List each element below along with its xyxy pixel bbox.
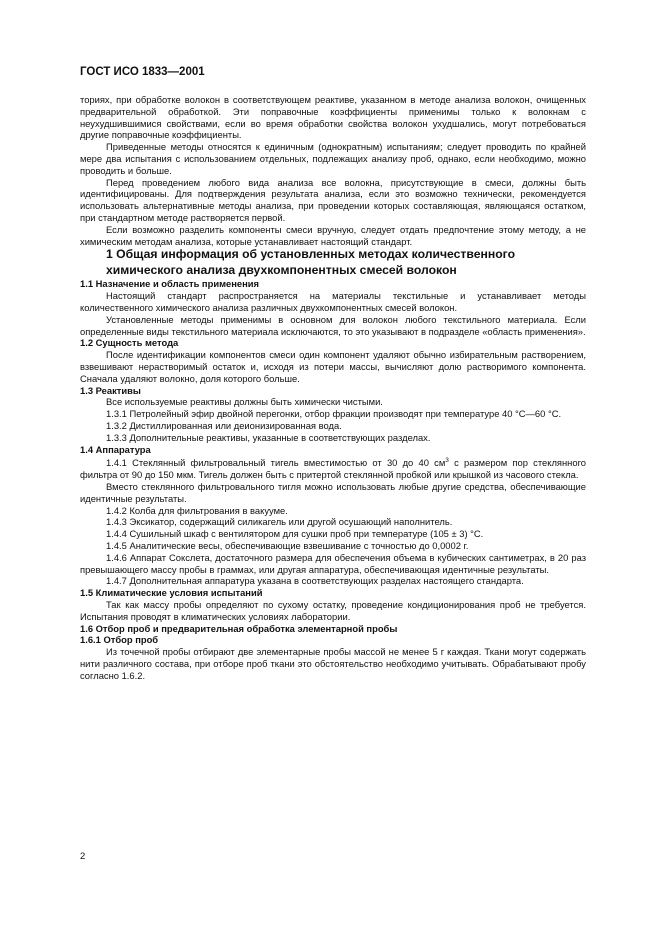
subsection-heading: 1.1 Назначение и область применения: [80, 278, 260, 290]
paragraph: 1.4.4 Сушильный шкаф с вентилятором для сушки проб при температуре (105 ± 3) °С.: [106, 528, 484, 540]
paragraph: 1.4.2 Колба для фильтрования в вакууме.: [106, 504, 288, 516]
subsection-heading: 1.4 Аппаратура: [80, 443, 151, 455]
paragraph: Все используемые реактивы должны быть химически чистыми.: [106, 396, 383, 408]
superscript: 3: [445, 457, 449, 465]
body-text: [80, 94, 586, 682]
page-number: 2: [80, 851, 86, 862]
paragraph: [80, 455, 586, 481]
section-heading: 1 Общая информация об установленных методах количественного химического анализа двухкомпонентных смесей волокон: [106, 247, 516, 277]
subsubsection-heading: 1.6.1 Отбор проб: [80, 634, 159, 646]
paragraph: Если возможно разделить компоненты смеси вручную, следует отдать предпочтение этому методу, а не химическим методам анализа, которые устанавливает настоящий стандарт.: [80, 223, 586, 247]
paragraph: 1.4.3 Эксикатор, содержащий силикагель или другой осушающий наполнитель.: [106, 516, 453, 528]
paragraph: 1.4.7 Дополнительная аппаратура указана в соответствующих разделах настоящего стандарта.: [106, 575, 524, 587]
paragraph: Приведенные методы относятся к единичным (однократным) испытаниям; следует проводить по крайней мере два испытания с использованием отдельных, подлежащих анализу проб, однако, если необходимо, можно проводить и больше.: [80, 141, 586, 176]
paragraph-text: с размером пор стеклянного фильтра от 90 до 150 мкм. Тигель должен быть с притертой стеклянной пробкой или крышкой из часового стекла.: [80, 457, 586, 481]
paragraph: Установленные методы применимы в основном для волокон любого текстильного материала. Если определенные виды текстильного материала исключаются, то это указывают в подразделе «область применения».: [80, 313, 586, 337]
paragraph: Из точечной пробы отбирают две элементарные пробы массой не менее 5 г каждая. Ткани могут содержать нити различного состава, при отборе проб ткани это обстоятельство необходимо учитывать. Обрабатывают пробу согласно 1.6.2.: [80, 646, 586, 681]
paragraph: Вместо стеклянного фильтровального тигля можно использовать любые другие средства, обеспечивающие идентичные результаты.: [80, 481, 586, 504]
paragraph: 1.3.2 Дистиллированная или деионизированная вода.: [106, 419, 342, 431]
subsection-heading: 1.3 Реактивы: [80, 384, 141, 396]
paragraph: 1.3.3 Дополнительные реактивы, указанные в соответствующих разделах.: [106, 431, 431, 443]
paragraph: После идентификации компонентов смеси один компонент удаляют обычно избирательным растворением, взвешивают нерастворимый остаток и, исходя из потери массы, вычисляют долю растворимого компонента. Сначала удаляют волокно, доля которого больше.: [80, 349, 586, 384]
paragraph: 1.4.6 Аппарат Сокслета, достаточного размера для обеспечения объема в кубических сантиметрах, в 20 раз превышающего массу пробы в граммах, или другая аппаратура, обеспечивающая идентичные результаты.: [80, 551, 586, 575]
paragraph: ториях, при обработке волокон в соответствующем реактиве, указанном в методе анализа волокон, очищенных предварительной обработкой. Эти поправочные коэффициенты применимы только к волокнам с неухудшившимися свойствами, если во время обработки свойства волокон ухудшались, могут потребоваться другие поправочные коэффициенты.: [80, 94, 586, 141]
paragraph: 1.4.5 Аналитические весы, обеспечивающие взвешивание с точностью до 0,0002 г.: [106, 540, 469, 552]
subsection-heading: 1.6 Отбор проб и предварительная обработка элементарной пробы: [80, 622, 398, 634]
paragraph: Перед проведением любого вида анализа все волокна, присутствующие в смеси, должны быть идентифицированы. Для подтверждения результата анализа, если это возможно технически, рекомендуется использовать альтернативные методы анализа, при проведении которых составляющая, являющаяся остатком, при стандартном методе растворяется первой.: [80, 176, 586, 223]
paragraph-text: 1.4.1 Стеклянный фильтровальный тигель вместимостью от 30 до 40 см: [106, 457, 446, 469]
paragraph: Настоящий стандарт распространяется на материалы текстильные и устанавливает методы количественного химического анализа различных двухкомпонентных смесей волокон.: [80, 290, 586, 313]
subsection-heading: 1.5 Климатические условия испытаний: [80, 587, 263, 599]
running-title: ГОСТ ИСО 1833—2001: [80, 66, 205, 78]
paragraph: 1.3.1 Петролейный эфир двойной перегонки, отбор фракции производят при температуре 40 °С—60 °С.: [106, 408, 562, 420]
paragraph: Так как массу пробы определяют по сухому остатку, проведение кондиционирования проб не требуется. Испытания проводят в климатических условиях лаборатории.: [80, 599, 586, 622]
subsection-heading: 1.2 Сущность метода: [80, 337, 179, 349]
